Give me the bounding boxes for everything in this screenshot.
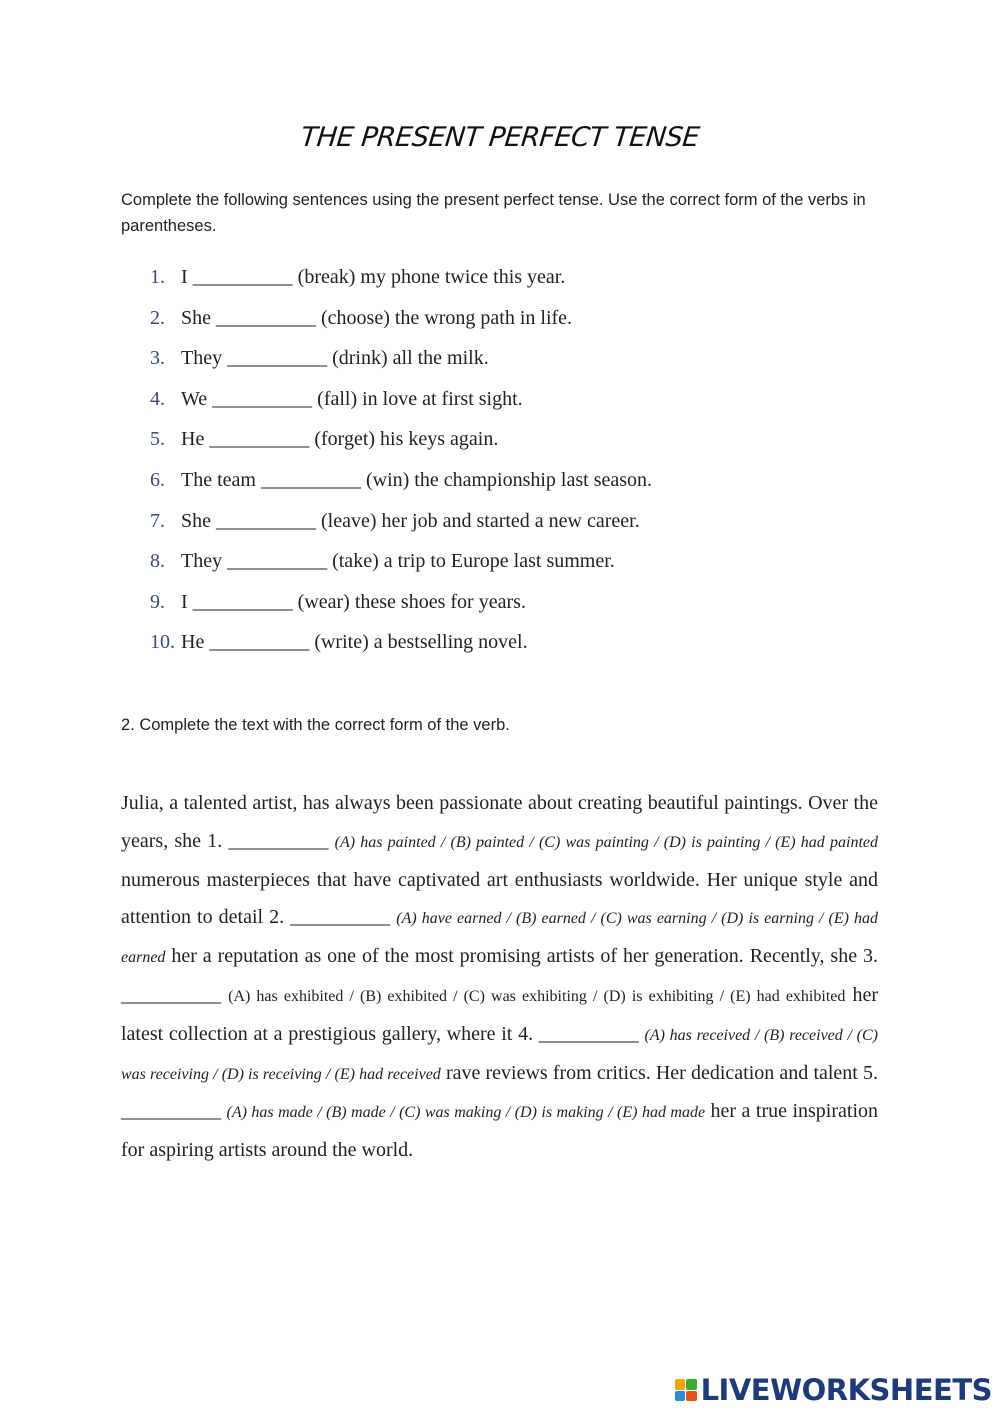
list-item (150, 546, 850, 587)
item-text: I __________ (wear) these shoes for years. (181, 590, 526, 613)
list-item (150, 424, 850, 465)
logo-square (686, 1379, 697, 1390)
logo-square (675, 1391, 686, 1402)
section-2-heading: 2. Complete the text with the correct form of the verb. (121, 716, 510, 734)
liveworksheets-logo[interactable] (675, 1373, 992, 1407)
item-text: They __________ (drink) all the milk. (181, 347, 489, 370)
item-text: I __________ (break) my phone twice this year. (181, 266, 566, 288)
liveworksheets-logo-icon (675, 1379, 697, 1401)
item-number: 9. (150, 590, 165, 613)
answer-options: (A) have earned / (B) earned / (C) was earning / (D) is earning / (E) had earned (121, 910, 878, 967)
exercise-1-list (150, 262, 850, 668)
list-item (150, 384, 850, 425)
list-item (150, 262, 850, 303)
passage-segment: her latest collection at a prestigious gallery, where it 4. __________ (121, 983, 879, 1045)
item-number: 3. (150, 347, 165, 370)
logo-text: LIVEWORKSHEETS (700, 1373, 992, 1407)
list-item (150, 627, 850, 668)
list-item (150, 465, 850, 506)
answer-options: (A) has received / (B) received / (C) was receiving / (D) is receiving / (E) had received (121, 1026, 878, 1083)
passage-text (121, 785, 878, 1170)
item-text: The team __________ (win) the championship last season. (181, 468, 653, 491)
item-number: 5. (150, 428, 165, 451)
passage-segment: her a reputation as one of the most promising artists of her generation. Recently, she 3. __________ (121, 945, 878, 1006)
passage-segment: her a true inspiration for aspiring artists around the world. (121, 1100, 879, 1162)
passage-segment: rave reviews from critics. Her dedication and talent 5. __________ (121, 1061, 879, 1123)
item-text: She __________ (leave) her job and started a new career. (181, 509, 640, 532)
answer-options: (A) has made / (B) made / (C) was making / (D) is making / (E) had made (226, 1104, 706, 1122)
answer-options: (A) has painted / (B) painted / (C) was painting / (D) is painting / (E) had painted (334, 833, 878, 851)
item-number: 8. (150, 550, 165, 573)
answer-options: (A) has exhibited / (B) exhibited / (C) was exhibiting / (D) is exhibiting / (E) had exhibited (228, 987, 846, 1005)
list-item (150, 303, 850, 344)
passage-segment: numerous masterpieces that have captivated art enthusiasts worldwide. Her unique style and attention to detail 2. __________ (121, 868, 878, 929)
item-number: 4. (150, 387, 165, 410)
item-text: They __________ (take) a trip to Europe last summer. (181, 550, 615, 573)
logo-square (675, 1379, 686, 1390)
item-number: 7. (150, 509, 165, 532)
list-item (150, 506, 850, 547)
list-item (150, 343, 850, 384)
item-number: 10. (150, 631, 175, 654)
instructions-text: Complete the following sentences using the present perfect tense. Use the correct form of the verbs in parentheses. (121, 191, 866, 235)
worksheet-title: THE PRESENT PERFECT TENSE (299, 122, 701, 153)
item-text: He __________ (forget) his keys again. (181, 428, 499, 451)
item-number: 2. (150, 306, 165, 329)
item-text: He __________ (write) a bestselling novel. (181, 631, 528, 654)
item-number: 6. (150, 468, 165, 491)
item-number: 1. (150, 266, 165, 288)
item-text: She __________ (choose) the wrong path in life. (181, 306, 573, 329)
item-text: We __________ (fall) in love at first sight. (181, 387, 523, 410)
list-item (150, 587, 850, 628)
passage-segment: Julia, a talented artist, has always been passionate about creating beautiful paintings. Over the years, she 1. __________ (121, 792, 878, 852)
logo-square (686, 1391, 697, 1402)
